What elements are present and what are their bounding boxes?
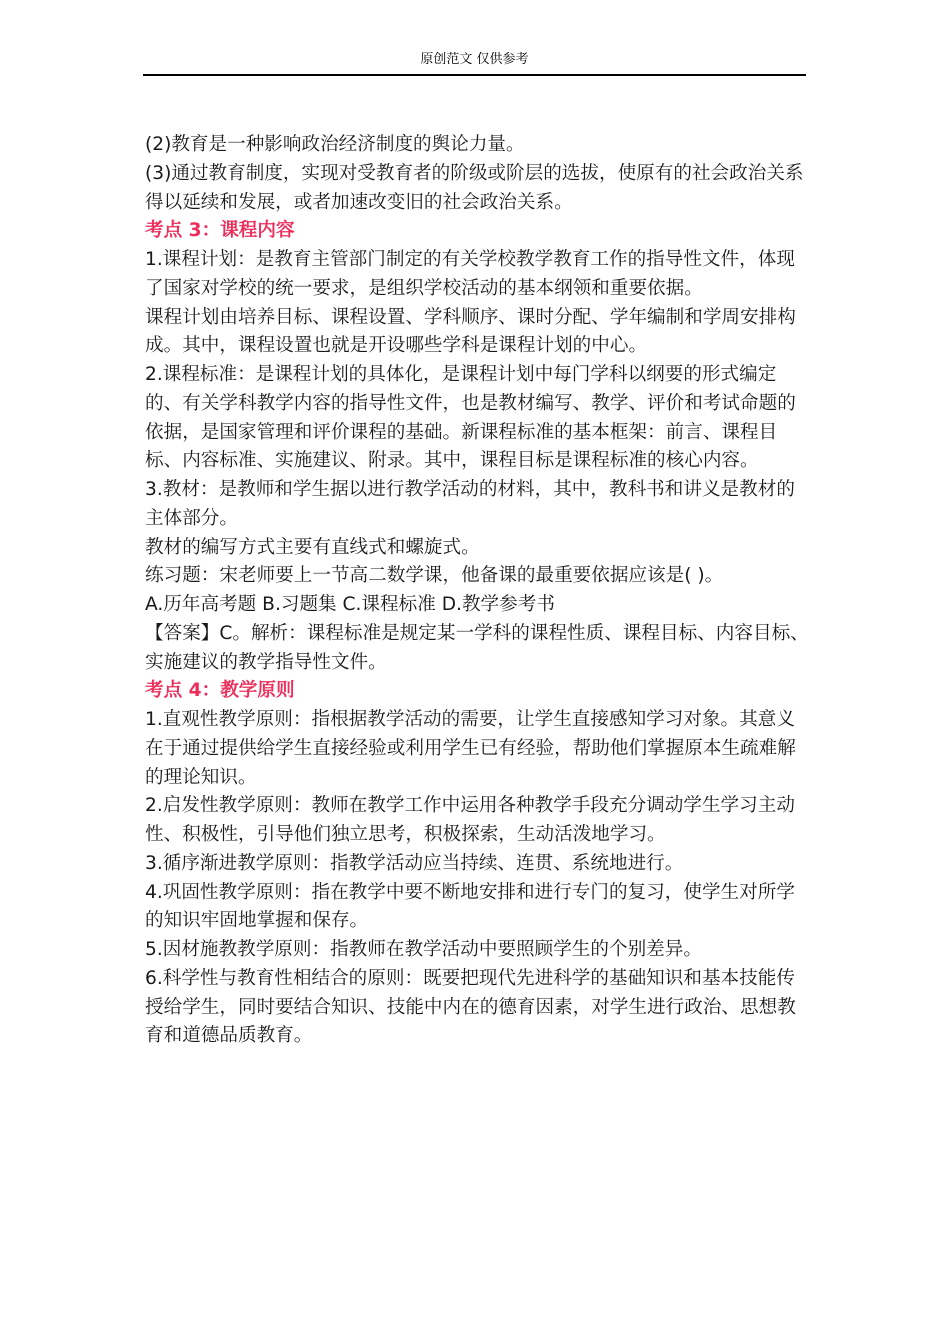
paragraph: 6.科学性与教育性相结合的原则：既要把现代先进科学的基础知识和基本技能传授给学生，同时要结合知识、技能中内在的德育因素，对学生进行政治、思想教育和道德品质教育。 [145,967,796,1047]
paragraph: 5.因材施教教学原则：指教师在教学活动中要照顾学生的个别差异。 [145,939,702,960]
paragraph: (2)教育是一种影响政治经济制度的舆论力量。 [145,134,525,155]
exercise-answer: 【答案】C。解析：课程标准是规定某一学科的课程性质、课程目标、内容目标、实施建议的教学指导性文件。 [145,622,809,673]
paragraph: 3.教材：是教师和学生据以进行教学活动的材料，其中，教科书和讲义是教材的主体部分。 [145,479,795,529]
exercise-question: 练习题：宋老师要上一节高二数学课，他备课的最重要依据应该是( )。 [145,565,724,587]
paragraph: 4.巩固性教学原则：指在教学中要不断地安排和进行专门的复习，使学生对所学的知识牢固地掌握和保存。 [145,881,795,932]
paragraph: 1.直观性教学原则：指根据教学活动的需要，让学生直接感知学习对象。其意义在于通过提供给学生直接经验或利用学生已有经验，帮助他们掌握原本生疏难解的理论知识。 [145,709,796,788]
section-heading: 考点 4：教学原则 [145,680,295,702]
paragraph: 教材的编写方式主要有直线式和螺旋式。 [145,536,480,558]
paragraph: 课程计划由培养目标、课程设置、学科顺序、课时分配、学年编制和学周安排构成。其中，课程设置也就是开设哪些学科是课程计划的中心。 [145,306,796,357]
header-text: 原创范文 仅供参考 [420,52,529,67]
paragraph: 3.循序渐进教学原则：指教学活动应当持续、连贯、系统地进行。 [145,852,684,874]
section-heading: 考点 3：课程内容 [145,220,295,242]
exercise-options: A.历年高考题 B.习题集 C.课程标准 D.教学参考书 [145,594,555,615]
paragraph: 2.启发性教学原则：教师在教学工作中运用各种教学手段充分调动学生学习主动性、积极性，引导他们独立思考，积极探索，生动活泼地学习。 [145,795,795,845]
paragraph: 1.课程计划：是教育主管部门制定的有关学校教学教育工作的指导性文件，体现了国家对学校的统一要求，是组织学校活动的基本纲领和重要依据。 [145,249,795,299]
paragraph: 2.课程标准：是课程计划的具体化，是课程计划中每门学科以纲要的形式编定的、有关学科教学内容的指导性文件，也是教材编写、教学、评价和考试命题的依据，是国家管理和评价课程的基础。新课程标准的基本框架：前言、课程目标、内容标准、实施建议、附录。其中，课程目标是课程标准的核心内容。 [145,364,796,472]
page-header [143,50,806,76]
document-body [145,131,810,1051]
paragraph: (3)通过教育制度，实现对受教育者的阶级或阶层的选拔，使原有的社会政治关系得以延续和发展，或者加速改变旧的社会政治关系。 [145,162,804,213]
